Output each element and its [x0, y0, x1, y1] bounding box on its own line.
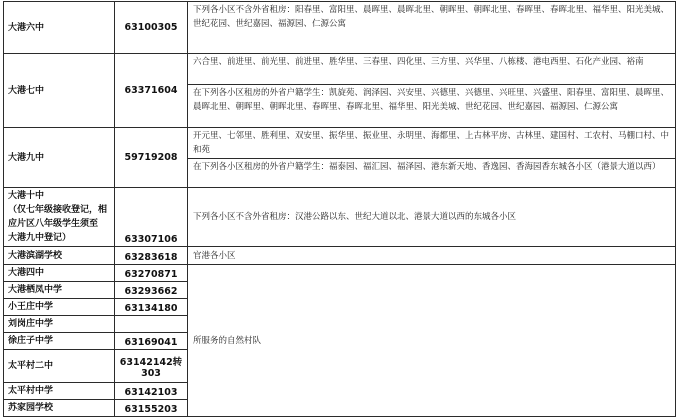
- service-scope-shared: [188, 265, 676, 417]
- school-name: 大港九中: [4, 128, 115, 188]
- phone-number: [115, 316, 188, 333]
- table-row: [4, 247, 676, 265]
- phone-number: 63293662: [115, 282, 188, 299]
- phone-number: 63155203: [115, 400, 188, 417]
- table-row: [4, 54, 676, 128]
- service-scope: [188, 54, 676, 128]
- table-row: [4, 128, 676, 188]
- phone-number: 63283618: [115, 247, 188, 265]
- school-name: 大港七中: [4, 54, 115, 128]
- school-name: 太平村二中: [4, 350, 115, 383]
- service-scope: [188, 2, 676, 54]
- school-name: 大港六中: [4, 2, 115, 54]
- service-scope: [188, 188, 676, 247]
- school-name: 大港滨湖学校: [4, 247, 115, 265]
- service-scope: [188, 128, 676, 188]
- scope-text: 下列各小区不含外省租房：阳春里、富阳里、晨晖里、晨晖北里、朝晖里、朝晖北里、春晖里、春晖北里、福华里、阳光美城、世纪花园、世纪嘉园、福源园、仁源公寓: [193, 5, 670, 29]
- enrollment-table: [3, 1, 676, 417]
- phone-number: 63100305: [115, 2, 188, 54]
- phone-number: 63142142转303: [115, 350, 188, 383]
- table-row: [4, 265, 676, 282]
- school-name-note: （仅七年级接收登记，相: [8, 205, 108, 215]
- phone-number: 63134180: [115, 299, 188, 316]
- phone-number: 63169041: [115, 333, 188, 350]
- phone-number: 63142103: [115, 383, 188, 400]
- school-name-note: 应片区八年级学生须至: [8, 219, 99, 229]
- school-name: 太平村中学: [4, 383, 115, 400]
- phone-number: 63371604: [115, 54, 188, 128]
- table-row: [4, 2, 676, 54]
- school-name: [4, 188, 115, 247]
- school-name: 小王庄中学: [4, 299, 115, 316]
- school-name-note: 大港九中登记）: [8, 233, 72, 243]
- phone-number: 63307106: [115, 188, 188, 247]
- scope-text: 六合里、前进里、前光里、前进里、胜华里、三春里、四化里、三方里、兴华里、八栋楼、港电西里、石化产业园、裕南: [193, 57, 644, 67]
- service-scope: [188, 247, 676, 265]
- school-name-line: 大港十中: [8, 191, 45, 201]
- phone-number: 59719208: [115, 128, 188, 188]
- school-name: 大港栖凤中学: [4, 282, 115, 299]
- scope-text: 在下列各小区租房的外省户籍学生：凯旋苑、润泽园、兴安里、兴德里、兴德里、兴旺里、兴盛里、阳春里、富阳里、晨晖里、晨晖北里、朝晖里、朝晖北里、春晖里、春晖北里、福华里、阳光美城、世纪花园、世纪嘉园、福源园、仁源公寓: [188, 84, 675, 127]
- scope-text: 在下列各小区租房的外省户籍学生：福泰园、福汇园、福泽园、港东新天地、香逸园、香海园香东城各小区（港景大道以西）: [188, 158, 675, 187]
- phone-number: 63270871: [115, 265, 188, 282]
- school-name: 苏家园学校: [4, 400, 115, 417]
- scope-text: 官港各小区: [193, 250, 236, 261]
- table-row: [4, 188, 676, 247]
- school-name: 大港四中: [4, 265, 115, 282]
- school-name: 刘岗庄中学: [4, 316, 115, 333]
- scope-text: 开元里、七邻里、胜利里、双安里、振华里、振业里、永明里、海都里、上古林平房、古林里、建国村、工农村、马棚口村、中和苑: [193, 131, 670, 155]
- school-name: 徐庄子中学: [4, 333, 115, 350]
- scope-text: 下列各小区不含外省租房：汉港公路以东、世纪大道以北、港景大道以西的东城各小区: [193, 212, 517, 222]
- scope-text: 所服务的自然村队: [193, 335, 262, 346]
